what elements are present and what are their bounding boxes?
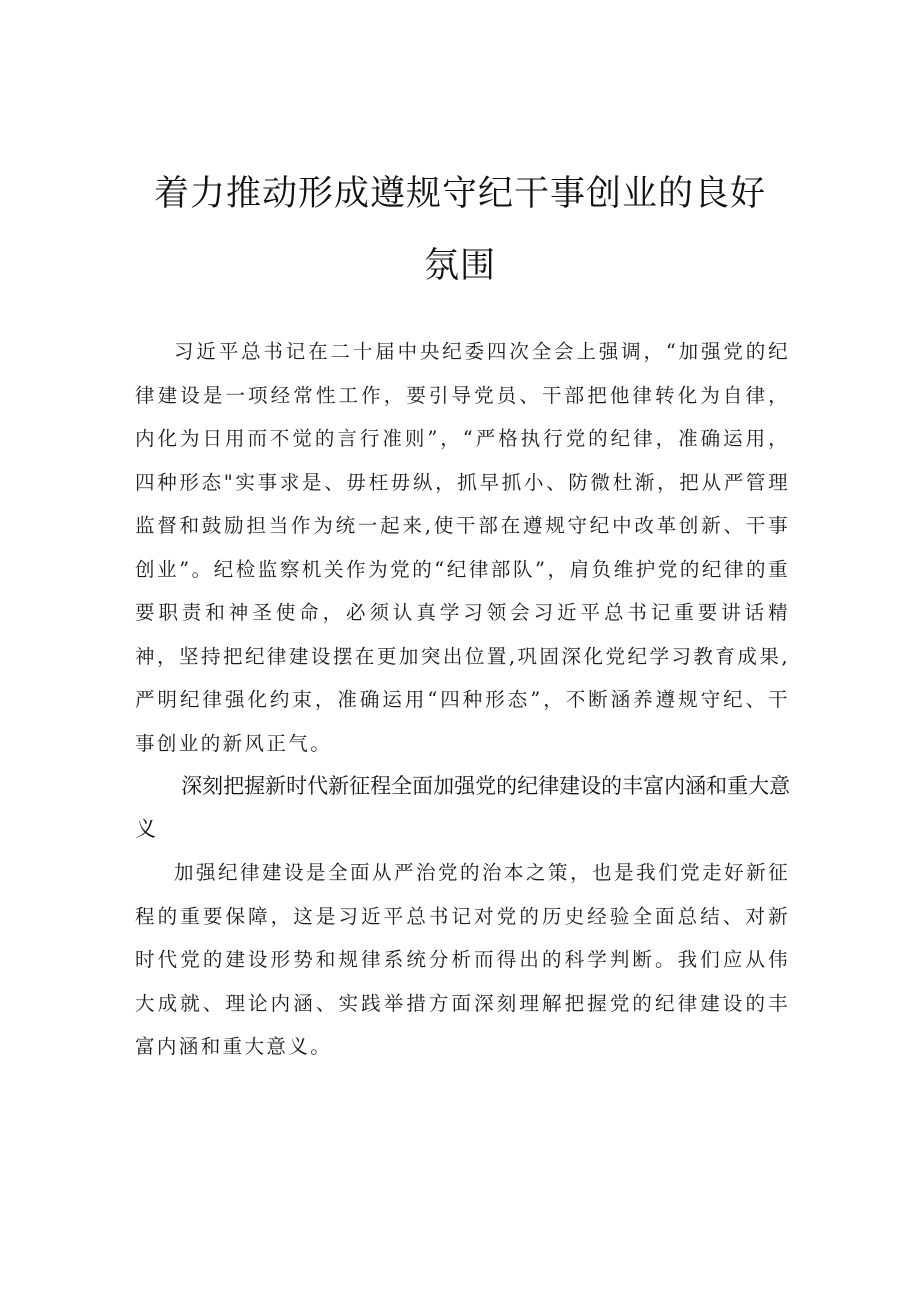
- document-title: 着力推动形成遵规守纪干事创业的良好氛围: [153, 174, 766, 286]
- section-paragraph: 加强纪律建设是全面从严治党的治本之策，也是我们党走好新征程的重要保障，这是习近平总书记对党的历史经验全面总结、对新时代党的建设形势和规律系统分析而得出的科学判断。我们应从伟大成就、理论内涵、实践举措方面深刻理解把握党的纪律建设的丰富内涵和重大意义。: [135, 861, 790, 1058]
- section-heading: 深刻把握新时代新征程全面加强党的纪律建设的丰富内涵和重大意义: [135, 774, 791, 841]
- intro-paragraph: 习近平总书记在二十届中央纪委四次全会上强调，“加强党的纪律建设是一项经常性工作，要引导党员、干部把他律转化为自律，内化为日用而不觉的言行准则”，“严格执行党的纪律，准确运用，四种形态"实事求是、毋枉毋纵，抓早抓小、防微杜渐，把从严管理监督和鼓励担当作为统一起来,使干部在遵规守纪中改革创新、干事创业”。纪检监察机关作为党的“纪律部队”，肩负维护党的纪律的重要职责和神圣使命，必须认真学习领会习近平总书记重要讲话精神，坚持把纪律建设摆在更加突出位置,巩固深化党纪学习教育成果,严明纪律强化约束，准确运用“四种形态”，不断涵养遵规守纪、干事创业的新风正气。: [135, 340, 790, 755]
